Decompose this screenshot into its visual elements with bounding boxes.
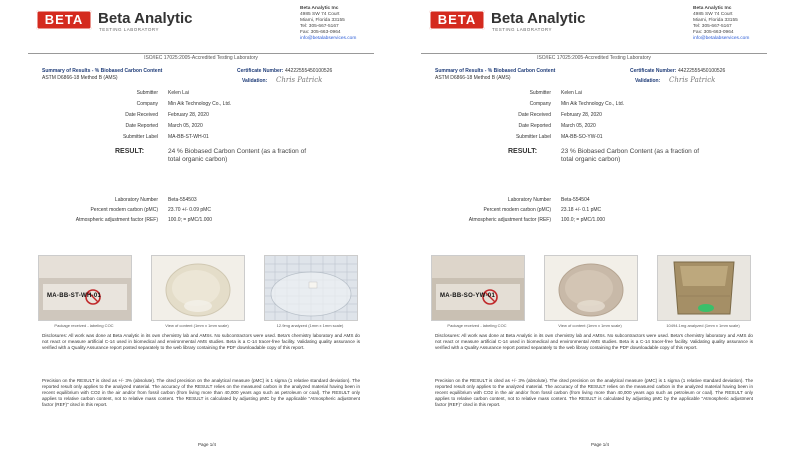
company-value: Min Aik Technology Co., Ltd. xyxy=(561,101,624,107)
precision-note: Precision on the RESULT is cited as +/- 3% (absolute). The cited precision on the analytical measure (pMC) is 1 sigma (1 relative standard deviation). The reported result only applies to the analyzed material. The accuracy of the RESULT relies on the measured carbon in the analyzed material having been in recent equilibrium with CO2 in the air and/or from fossil carbon (from living more than 40,000 years ago such as petroleum or coal). The RESULT only applies to relative carbon content, not to relative mass content. The RESULT is calculated by adjusting pMC by the applicable "Atmospheric adjustment factor (REF)" cited in this report. xyxy=(435,378,753,407)
summary-title: Summary of Results - % Biobased Carbon Content xyxy=(42,68,163,74)
address-email[interactable]: info@betalabservices.com xyxy=(693,36,750,41)
certificate-number: 44222555450100526 xyxy=(285,68,333,74)
certificate-label: Certificate Number: xyxy=(630,68,677,74)
photo-package xyxy=(38,255,132,321)
submitter-value: Kelen Lai xyxy=(168,90,189,96)
submitter-label-value: MA-BB-SO-YW-01 xyxy=(561,134,603,140)
date-received-label: Date Received xyxy=(125,112,158,118)
address-tel: Tel: 305-667-5167 xyxy=(693,24,732,29)
pmc-value: 23.70 +/- 0.09 pMC xyxy=(168,207,211,213)
signature: Chris Patrick xyxy=(669,76,716,84)
ref-value: 100.0; = pMC/1.000 xyxy=(168,217,213,223)
report-page-right xyxy=(401,0,777,461)
photo-tag: MA-BB-ST-WH-01 xyxy=(47,293,102,299)
ref-label: Atmospheric adjustment factor (REF) xyxy=(75,217,158,223)
lab-number-value: Beta-554504 xyxy=(561,197,590,203)
address-street: 4985 SW 74 Court xyxy=(693,12,733,17)
submitter-label-label: Submitter Label xyxy=(122,134,158,140)
disclosures: Disclosures: All work was done at Beta Analytic in its own chemistry lab and AMSs. No subcontractors were used. Beta's chemistry laboratory and AMS do not react or measure artificial C-14 used in biomedical and environmental AMS studies. Beta is a C-14 tracer-free facility. Validating quality assurance is verified with a Quality Assurance report posted separately to the web library containing the PDF downloadable copy of this report. xyxy=(435,333,753,350)
photo-analyzed xyxy=(264,255,358,321)
ref-value: 100.0; = pMC/1.000 xyxy=(561,217,606,223)
result-text: 23 % Biobased Carbon Content (as a fraction of total organic carbon) xyxy=(561,148,700,163)
address-name: Beta Analytic Inc xyxy=(693,6,732,11)
validation-label: Validation: xyxy=(242,78,268,84)
address-name: Beta Analytic Inc xyxy=(300,6,339,11)
method: ASTM D6866-18 Method B (AMS) xyxy=(42,75,118,81)
company-subtitle: TESTING LABORATORY xyxy=(492,27,553,32)
photo-content xyxy=(151,255,245,321)
lab-number-label: Laboratory Number xyxy=(507,197,551,203)
company-name: Beta Analytic xyxy=(491,10,586,27)
date-received-label: Date Received xyxy=(518,112,551,118)
address-email[interactable]: info@betalabservices.com xyxy=(300,36,357,41)
signature: Chris Patrick xyxy=(276,76,323,84)
address-city: Miami, Florida 33155 xyxy=(693,18,738,23)
certificate-label: Certificate Number: xyxy=(237,68,284,74)
result-label: RESULT: xyxy=(115,148,145,155)
address-block xyxy=(300,6,382,42)
date-received-value: February 28, 2020 xyxy=(168,112,209,118)
submitter-label: Submitter xyxy=(136,90,158,96)
iso-line: ISO/IEC 17025:2005-Accredited Testing Laboratory xyxy=(537,55,651,61)
address-fax: Fax: 305-663-0964 xyxy=(693,30,734,35)
date-reported-label: Date Reported xyxy=(125,123,158,129)
report-page-left xyxy=(8,0,384,461)
address-street: 4985 SW 74 Court xyxy=(300,12,340,17)
pmc-value: 23.18 +/- 0.1 pMC xyxy=(561,207,602,213)
photo-caption-3: 12.9mg analyzed (1mm x 1mm scale) xyxy=(276,323,344,328)
date-reported-value: March 05, 2020 xyxy=(561,123,596,129)
submitter-label-label: Submitter Label xyxy=(515,134,551,140)
photo-content xyxy=(544,255,638,321)
ref-label: Atmospheric adjustment factor (REF) xyxy=(468,217,551,223)
summary-title: Summary of Results - % Biobased Carbon Content xyxy=(435,68,556,74)
lab-number-value: Beta-554503 xyxy=(168,197,197,203)
submitter-value: Kelen Lai xyxy=(561,90,582,96)
date-reported-label: Date Reported xyxy=(518,123,551,129)
address-city: Miami, Florida 33155 xyxy=(300,18,345,23)
photo-caption-1: Package received - labeling COC xyxy=(54,323,114,328)
address-fax: Fax: 305-663-0964 xyxy=(300,30,341,35)
date-received-value: February 28, 2020 xyxy=(561,112,602,118)
divider xyxy=(28,53,374,54)
photo-caption-3: 10494.1mg analyzed (1mm x 1mm scale) xyxy=(666,323,740,328)
photo-package xyxy=(431,255,525,321)
lab-number-label: Laboratory Number xyxy=(114,197,158,203)
date-reported-value: March 05, 2020 xyxy=(168,123,203,129)
company-label: Company xyxy=(529,101,551,107)
pmc-label: Percent modern carbon (pMC) xyxy=(90,207,158,213)
divider xyxy=(421,53,767,54)
result-label: RESULT: xyxy=(508,148,538,155)
page-number: Page 1/4 xyxy=(591,442,610,447)
pmc-label: Percent modern carbon (pMC) xyxy=(483,207,551,213)
certificate-number: 44222555450100526 xyxy=(678,68,726,74)
photo-analyzed xyxy=(657,255,751,321)
address-tel: Tel: 305-667-5167 xyxy=(300,24,339,29)
company-subtitle: TESTING LABORATORY xyxy=(99,27,160,32)
company-value: Min Aik Technology Co., Ltd. xyxy=(168,101,231,107)
address-block xyxy=(693,6,775,42)
result-text: 24 % Biobased Carbon Content (as a fraction of total organic carbon) xyxy=(168,148,307,163)
precision-note: Precision on the RESULT is cited as +/- 3% (absolute). The cited precision on the analytical measure (pMC) is 1 sigma (1 relative standard deviation). The reported result only applies to the analyzed material. The accuracy of the RESULT relies on the measured carbon in the analyzed material having been in recent equilibrium with CO2 in the air and/or from fossil carbon (from living more than 40,000 years ago such as petroleum or coal). The RESULT only applies to relative carbon content, not to relative mass content. The RESULT is calculated by adjusting pMC by the applicable "Atmospheric adjustment factor (REF)" cited in this report. xyxy=(42,378,360,407)
company-name: Beta Analytic xyxy=(98,10,193,27)
disclosures: Disclosures: All work was done at Beta Analytic in its own chemistry lab and AMSs. No subcontractors were used. Beta's chemistry laboratory and AMS do not react or measure artificial C-14 used in biomedical and environmental AMS studies. Beta is a C-14 tracer-free facility. Validating quality assurance is verified with a Quality Assurance report posted separately to the web library containing the PDF downloadable copy of this report. xyxy=(42,333,360,350)
method: ASTM D6866-18 Method B (AMS) xyxy=(435,75,511,81)
photo-caption-2: View of content (1mm x 1mm scale) xyxy=(165,323,229,328)
beta-logo: BETA xyxy=(429,10,485,30)
beta-logo: BETA xyxy=(36,10,92,30)
validation-label: Validation: xyxy=(635,78,661,84)
submitter-label-value: MA-BB-ST-WH-01 xyxy=(168,134,209,140)
company-label: Company xyxy=(136,101,158,107)
submitter-label: Submitter xyxy=(529,90,551,96)
page-number: Page 1/4 xyxy=(198,442,217,447)
photo-caption-1: Package received - labeling COC xyxy=(447,323,507,328)
iso-line: ISO/IEC 17025:2005-Accredited Testing Laboratory xyxy=(144,55,258,61)
photo-tag: MA-BB-SO-YW-01 xyxy=(440,293,496,299)
photo-caption-2: View of content (1mm x 1mm scale) xyxy=(558,323,622,328)
